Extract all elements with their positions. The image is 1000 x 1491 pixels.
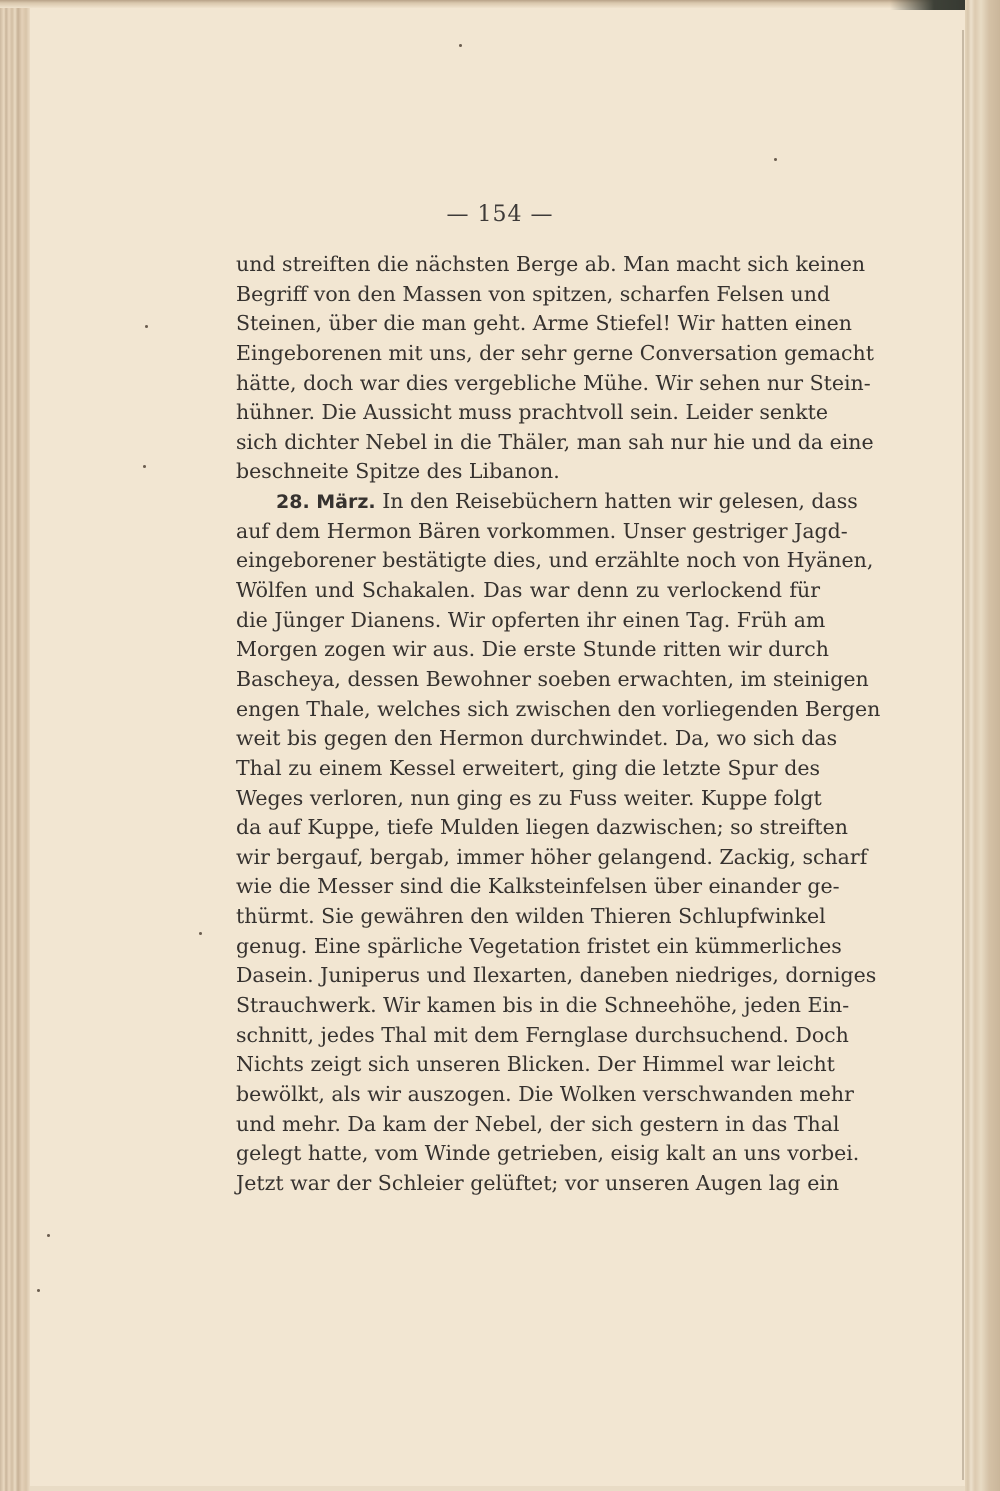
text-line: Morgen zogen wir aus. Die erste Stunde ritten wir durch [236,637,829,662]
page-number: — 154 — [446,202,554,227]
text-line: wir bergauf, bergab, immer höher gelangend. Zackig, scharf [236,844,868,869]
text-line: beschneite Spitze des Libanon. [236,459,560,484]
paper-speck [37,1289,40,1292]
entry-first-line-text: In den Reisebüchern hatten wir gelesen, dass [382,489,858,514]
text-line: hühner. Die Aussicht muss prachtvoll sein. Leider senkte [236,400,828,425]
text-line: Jetzt war der Schleier gelüftet; vor unseren Augen lag ein [236,1170,840,1195]
text-line: thürmt. Sie gewähren den wilden Thieren Schlupfwinkel [236,904,826,929]
text-line: Wölfen und Schakalen. Das war denn zu verlockend für [236,578,820,603]
text-line: gelegt hatte, vom Winde getrieben, eisig kalt an uns vorbei. [236,1141,860,1166]
date-heading: 28. März. [276,491,376,514]
paper-speck [774,158,777,161]
text-line: Steinen, über die man geht. Arme Stiefel! Wir hatten einen [236,311,853,336]
paper-speck [459,44,462,47]
text-line: Strauchwerk. Wir kamen bis in die Schneehöhe, jeden Ein- [236,993,850,1018]
text-line: auf dem Hermon Bären vorkommen. Unser gestriger Jagd- [236,518,848,543]
text-line: und streiften die nächsten Berge ab. Man macht sich keinen [236,252,866,276]
text-line: bewölkt, als wir auszogen. Die Wolken verschwanden mehr [236,1081,854,1106]
text-line: wie die Messer sind die Kalksteinfelsen über einander ge- [236,874,840,899]
paper-speck [145,325,148,328]
text-line: schnitt, jedes Thal mit dem Fernglase durchsuchend. Doch [236,1022,849,1047]
text-line: Dasein. Juniperus und Ilexarten, daneben niedriges, dorniges [236,963,877,988]
paper-speck [143,465,146,468]
entry-first-line [236,487,858,517]
text-line: engen Thale, welches sich zwischen den vorliegenden Bergen [236,696,881,721]
text-line: Nichts zeigt sich unseren Blicken. Der Himmel war leicht [236,1052,835,1077]
text-line: eingeborener bestätigte dies, und erzählte noch von Hyänen, [236,548,874,573]
text-line: Weges verloren, nun ging es zu Fuss weiter. Kuppe folgt [236,785,822,810]
text-line: genug. Eine spärliche Vegetation fristet ein kümmerliches [236,933,842,958]
text-line: Bascheya, dessen Bewohner soeben erwachten, im steinigen [236,666,869,691]
top-page-edge [0,0,1000,8]
page-fold-line [962,30,964,1480]
text-line: sich dichter Nebel in die Thäler, man sah nur hie und da eine [236,429,874,454]
paper-speck [47,1234,50,1237]
paper-speck [199,932,202,935]
text-line: weit bis gegen den Hermon durchwindet. Da, wo sich das [236,726,838,751]
text-line: die Jünger Dianens. Wir opferten ihr einen Tag. Früh am [236,607,826,632]
text-line: Begriff von den Massen von spitzen, scharfen Felsen und [236,281,831,306]
text-line: hätte, doch war dies vergebliche Mühe. Wir sehen nur Stein- [236,370,871,395]
text-line: und mehr. Da kam der Nebel, der sich gestern in das Thal [236,1111,840,1136]
text-line: Eingeborenen mit uns, der sehr gerne Conversation gemacht [236,340,874,365]
body-text [236,250,881,1199]
text-line: da auf Kuppe, tiefe Mulden liegen dazwischen; so streiften [236,815,848,840]
text-line: Thal zu einem Kessel erweitert, ging die letzte Spur des [236,755,820,780]
